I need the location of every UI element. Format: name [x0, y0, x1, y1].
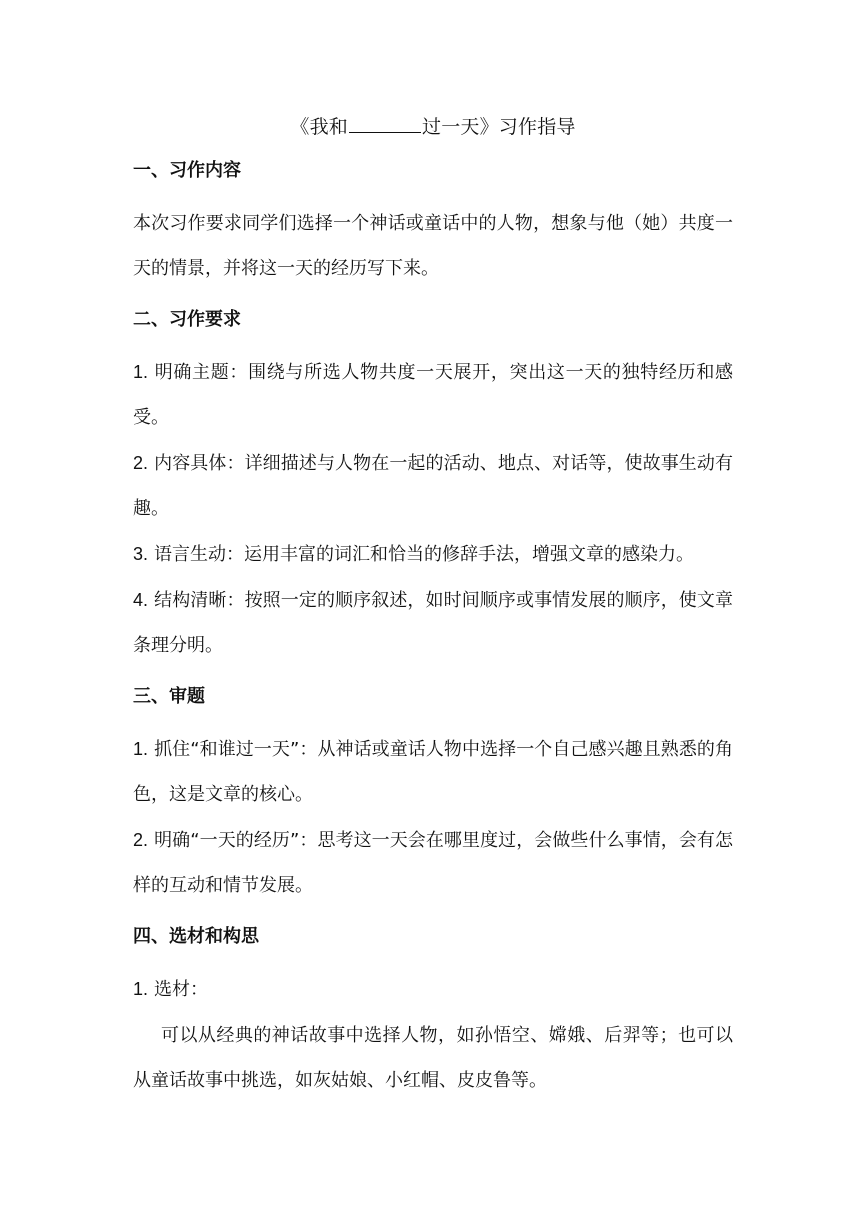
- list-item-text: 选材：: [154, 979, 209, 1000]
- list-item: [133, 818, 733, 908]
- list-item: [133, 727, 733, 817]
- list-number: 3.: [133, 544, 149, 564]
- list-number: 1.: [133, 739, 149, 759]
- paragraph: [133, 1013, 733, 1103]
- list-item-text: 内容具体：详细描述与人物在一起的活动、地点、对话等，使故事生动有趣。: [133, 453, 733, 519]
- section-heading-requirements: 二、习作要求: [133, 309, 241, 330]
- paragraph-text: 可以从经典的神话故事中选择人物，如孙悟空、嫦娥、后羿等；也可以从童话故事中挑选，如灰姑娘、小红帽、皮皮鲁等。: [133, 1025, 733, 1091]
- list-item-text: 结构清晰：按照一定的顺序叙述，如时间顺序或事情发展的顺序，使文章条理分明。: [133, 590, 733, 656]
- list-item: [133, 967, 733, 1012]
- list-item: [133, 350, 733, 440]
- list-number: 2.: [133, 830, 149, 850]
- document-body: [133, 112, 733, 1104]
- list-item-text: 抓住“和谁过一天”：从神话或童话人物中选择一个自己感兴趣且熟悉的角色，这是文章的核心。: [133, 739, 733, 805]
- list-number: 2.: [133, 453, 149, 473]
- title-prefix: 《我和: [290, 116, 348, 138]
- list-number: 1.: [133, 979, 149, 999]
- list-item-text: 语言生动：运用丰富的词汇和恰当的修辞手法，增强文章的感染力。: [154, 544, 695, 565]
- section-heading-content: 一、习作内容: [133, 160, 241, 181]
- paragraph: [133, 201, 733, 291]
- title-blank-line: [349, 114, 421, 133]
- title-suffix: 过一天》习作指导: [422, 116, 576, 138]
- list-item: [133, 532, 733, 577]
- list-item-text: 明确主题：围绕与所选人物共度一天展开，突出这一天的独特经历和感受。: [133, 362, 733, 428]
- list-item: [133, 441, 733, 531]
- list-item: [133, 578, 733, 668]
- section-heading-topic-analysis: 三、审题: [133, 686, 205, 707]
- list-item-text: 明确“一天的经历”：思考这一天会在哪里度过，会做些什么事情，会有怎样的互动和情节发展。: [133, 830, 733, 896]
- section-heading-material-planning: 四、选材和构思: [133, 926, 259, 947]
- list-number: 4.: [133, 590, 149, 610]
- list-number: 1.: [133, 362, 149, 382]
- paragraph-text: 本次习作要求同学们选择一个神话或童话中的人物，想象与他（她）共度一天的情景，并将这一天的经历写下来。: [133, 213, 733, 279]
- page-title: [133, 112, 733, 142]
